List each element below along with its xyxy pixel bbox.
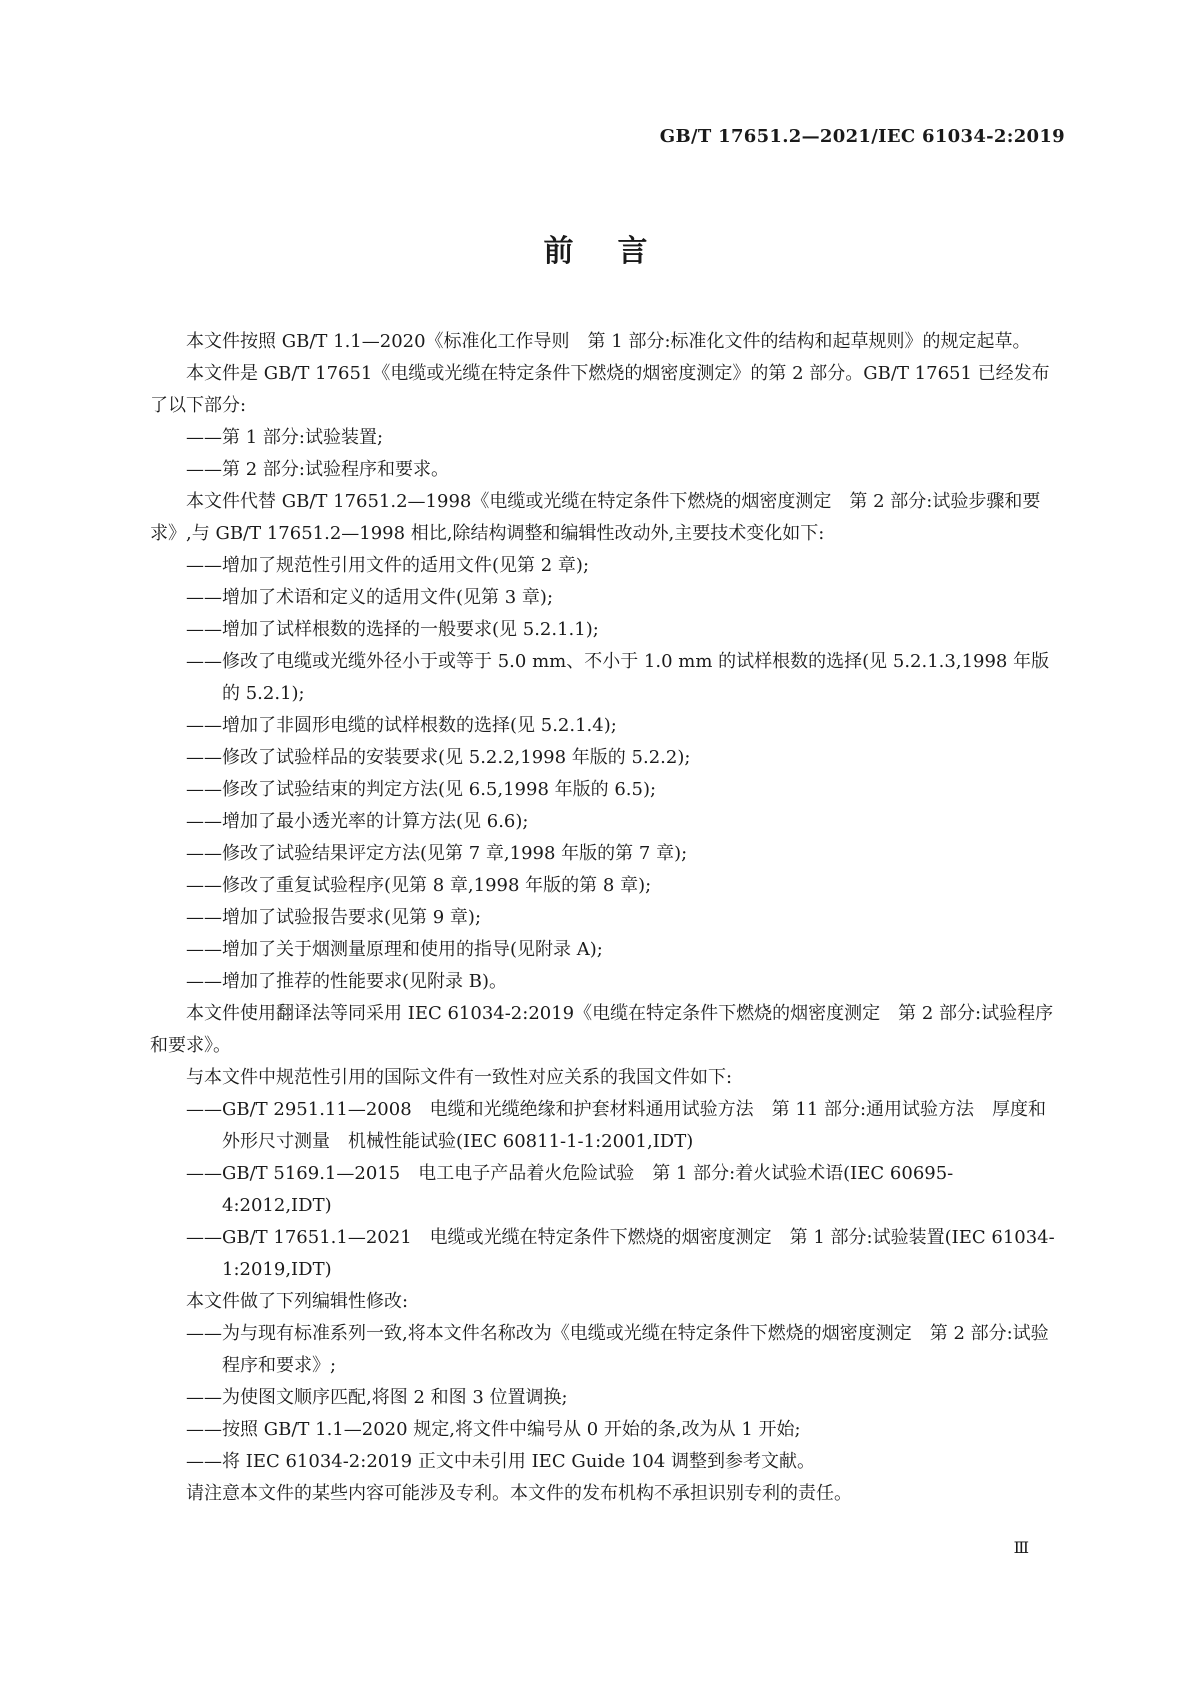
list-item: ——修改了试验样品的安装要求(见 5.2.2,1998 年版的 5.2.2); [186,747,691,768]
list-item: ——修改了试验结果评定方法(见第 7 章,1998 年版的第 7 章); [186,843,688,864]
list-item: ——增加了最小透光率的计算方法(见 6.6); [186,811,529,832]
paragraph: 本文件代替 GB/T 17651.2—1998《电缆或光缆在特定条件下燃烧的烟密度测定 第 2 部分:试验步骤和要求》,与 GB/T 17651.2—1998 相比,除结构调整和编辑性改动外,主要技术变化如下: [150,491,1041,544]
standard-code: GB/T 17651.2—2021/IEC 61034-2:2019 [659,126,1065,147]
list-item: ——修改了电缆或光缆外径小于或等于 5.0 mm、不小于 1.0 mm 的试样根数的选择(见 5.2.1.3,1998 年版的 5.2.1); [186,651,1050,704]
list-item: ——GB/T 17651.1—2021 电缆或光缆在特定条件下燃烧的烟密度测定 第 1 部分:试验装置(IEC 61034-1:2019,IDT) [186,1227,1055,1280]
list-item: ——增加了术语和定义的适用文件(见第 3 章); [186,587,554,608]
paragraph: 本文件使用翻译法等同采用 IEC 61034-2:2019《电缆在特定条件下燃烧的烟密度测定 第 2 部分:试验程序和要求》。 [150,1003,1054,1056]
paragraph: 本文件按照 GB/T 1.1—2020《标准化工作导则 第 1 部分:标准化文件的结构和起草规则》的规定起草。 [186,331,1031,352]
list-item: ——修改了试验结束的判定方法(见 6.5,1998 年版的 6.5); [186,779,657,800]
list-item: ——增加了关于烟测量原理和使用的指导(见附录 A); [186,939,603,960]
list-item: ——将 IEC 61034-2:2019 正文中未引用 IEC Guide 104 调整到参考文献。 [186,1451,816,1472]
list-item: ——第 2 部分:试验程序和要求。 [186,459,449,480]
list-item: ——GB/T 5169.1—2015 电工电子产品着火危险试验 第 1 部分:着火试验术语(IEC 60695-4:2012,IDT) [186,1163,954,1216]
list-item: ——增加了试验报告要求(见第 9 章); [186,907,482,928]
list-item: ——增加了试样根数的选择的一般要求(见 5.2.1.1); [186,619,599,640]
list-item: ——GB/T 2951.11—2008 电缆和光缆绝缘和护套材料通用试验方法 第 11 部分:通用试验方法 厚度和外形尺寸测量 机械性能试验(IEC 60811-1-1:2001,IDT) [186,1099,1047,1152]
list-item: ——为与现有标准系列一致,将本文件名称改为《电缆或光缆在特定条件下燃烧的烟密度测定 第 2 部分:试验程序和要求》; [186,1323,1049,1376]
page-number: Ⅲ [1013,1538,1029,1557]
list-item: ——增加了规范性引用文件的适用文件(见第 2 章); [186,555,590,576]
paragraph: 与本文件中规范性引用的国际文件有一致性对应关系的我国文件如下: [186,1067,733,1088]
list-item: ——第 1 部分:试验装置; [186,427,384,448]
paragraph: 本文件是 GB/T 17651《电缆或光缆在特定条件下燃烧的烟密度测定》的第 2 部分。GB/T 17651 已经发布了以下部分: [150,363,1050,416]
paragraph: 本文件做了下列编辑性修改: [186,1291,409,1312]
paragraph: 请注意本文件的某些内容可能涉及专利。本文件的发布机构不承担识别专利的责任。 [186,1483,852,1504]
document-body [150,326,1062,1510]
list-item: ——增加了推荐的性能要求(见附录 B)。 [186,971,507,992]
list-item: ——为使图文顺序匹配,将图 2 和图 3 位置调换; [186,1387,568,1408]
list-item: ——修改了重复试验程序(见第 8 章,1998 年版的第 8 章); [186,875,652,896]
page-title: 前言 [543,234,692,269]
list-item: ——增加了非圆形电缆的试样根数的选择(见 5.2.1.4); [186,715,617,736]
list-item: ——按照 GB/T 1.1—2020 规定,将文件中编号从 0 开始的条,改为从 1 开始; [186,1419,801,1440]
